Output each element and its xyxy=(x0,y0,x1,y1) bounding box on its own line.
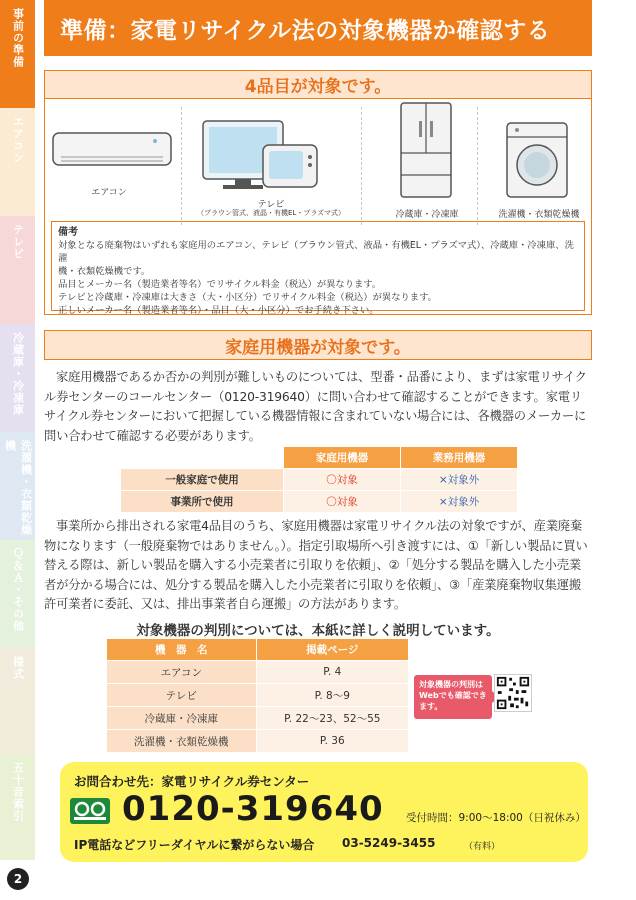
household-paragraph: 家庭用機器であるか否かの判別が難しいものについては、型番・品番により、まずは家電リサイクル券センターのコールセンター（0120-319640）に問い合わせて確認することができます。家電リサイクル券センターにおいて把握している機器情報に含まれていない場合には、各機器のメーカーに問い合わせて確認する必要があります。 xyxy=(44,370,587,443)
side-tab-washer[interactable]: 洗濯機・衣類乾燥機 xyxy=(0,432,35,540)
side-tab-tv[interactable]: テレビ xyxy=(0,216,35,324)
table-cell: 〇対象 xyxy=(283,491,400,513)
table-cell: エアコン xyxy=(107,661,257,684)
side-tab-qa[interactable]: Ｑ＆Ａ・その他 xyxy=(0,540,35,648)
table-header-row xyxy=(121,447,518,469)
refrigerator-icon xyxy=(397,101,457,201)
table-row xyxy=(107,684,409,707)
table-header-page: 掲載ページ xyxy=(256,639,408,661)
table-cell: 冷蔵庫・冷凍庫 xyxy=(107,707,257,730)
table-header-row xyxy=(107,639,409,661)
table-cell: 洗濯機・衣類乾燥機 xyxy=(107,730,257,753)
notes-line: 品目とメーカー名（製造業者等名）でリサイクル料金（税込）が異なります。 xyxy=(58,279,382,290)
page-title: 準備：家電リサイクル法の対象機器か確認する xyxy=(44,0,592,56)
notes-box xyxy=(51,221,585,316)
free-dial-icon xyxy=(70,798,110,824)
side-tab-preparation[interactable]: 事前の準備 xyxy=(0,0,35,108)
appliance-sublabel-tv: （ブラウン管式、液晶・有機EL・プラズマ式） xyxy=(197,209,345,217)
table-cell: P. 8～9 xyxy=(256,684,408,707)
appliance-washer xyxy=(479,101,591,229)
appliance-tv xyxy=(183,101,359,229)
target-items-section xyxy=(44,70,592,315)
table-row xyxy=(107,730,409,753)
business-paragraph: 事業所から排出される家電4品目のうち、家庭用機器は家電リサイクル法の対象ですが、産業廃棄物になります（一般廃棄物ではありません。）。指定引取場所へ引き渡すには、①「新しい製品に買い替える際は、新しい製品を購入する小売業者に引取りを依頼」、②「処分する製品を購入した小売業者が分かる場合には、処分する製品を購入した小売業者に引取りを依頼」、③「産業廃棄物収集運搬許可業者に委託、又は、排出事業者自ら運搬」の方法があります。 xyxy=(44,519,588,611)
divider xyxy=(181,107,182,225)
notes-line: テレビと冷蔵庫・冷凍庫は大きさ（大・小区分）でリサイクル料金（税込）が異なります。 xyxy=(58,292,437,303)
table-header-household: 家庭用機器 xyxy=(283,447,400,469)
table-header-business: 業務用機器 xyxy=(400,447,517,469)
page-number: 2 xyxy=(7,868,29,890)
notes-title: 備考 xyxy=(58,227,78,238)
reference-pages-table xyxy=(106,638,409,753)
ip-phone-number[interactable]: 03-5249-3455 xyxy=(342,836,436,850)
appliance-fridge xyxy=(363,101,475,229)
notes-line: 機・衣類乾燥機です。 xyxy=(58,266,151,277)
table-cell: 〇対象 xyxy=(283,469,400,491)
table-header-device: 機 器 名 xyxy=(107,639,257,661)
table-cell: 事業所で使用 xyxy=(121,491,284,513)
appliance-label-washer: 洗濯機・衣類乾燥機 xyxy=(498,210,580,220)
phone-number[interactable]: 0120-319640 xyxy=(122,789,384,829)
air-conditioner-icon xyxy=(51,129,181,189)
ip-phone-note: （有料） xyxy=(464,842,501,852)
table-cell: ×対象外 xyxy=(400,491,517,513)
table-cell: P. 4 xyxy=(256,661,408,684)
appliance-label-aircon: エアコン xyxy=(91,188,127,198)
section-title-four-items: 4品目が対象です。 xyxy=(45,71,591,99)
notes-line: 正しいメーカー名（製造業者等名）・品目（大・小区分）でお手続き下さい。 xyxy=(58,305,379,316)
judge-title: 対象機器の判別については、本紙に詳しく説明しています。 xyxy=(136,623,500,639)
television-icon xyxy=(201,117,341,197)
reception-hours: 受付時間：9:00～18:00（日祝休み） xyxy=(406,812,586,824)
table-row xyxy=(107,661,409,684)
notes-line: 対象となる廃棄物はいずれも家庭用のエアコン、テレビ（ブラウン管式、液晶・有機EL・プラズマ式）、冷蔵庫・冷凍庫、洗濯 xyxy=(58,240,574,264)
ip-phone-text: IP電話などフリーダイヤルに繋がらない場合 xyxy=(74,838,315,852)
usage-table xyxy=(120,446,518,513)
table-cell: テレビ xyxy=(107,684,257,707)
appliance-label-tv: テレビ xyxy=(257,200,285,210)
appliance-illustrations xyxy=(45,101,591,231)
section-title-household: 家庭用機器が対象です。 xyxy=(44,330,592,360)
web-check-note: 対象機器の判別は Webでも確認できます。 xyxy=(414,675,492,719)
table-row xyxy=(121,469,518,491)
table-cell: P. 22～23、52～55 xyxy=(256,707,408,730)
side-tab-index xyxy=(0,0,35,860)
contact-heading: お問合わせ先：家電リサイクル券センター xyxy=(74,774,310,789)
table-cell: ×対象外 xyxy=(400,469,517,491)
side-tab-aircon[interactable]: エアコン xyxy=(0,108,35,216)
side-tab-fridge[interactable]: 冷蔵庫・冷凍庫 xyxy=(0,324,35,432)
washing-machine-icon xyxy=(503,121,573,201)
qr-code-icon[interactable] xyxy=(494,674,532,712)
table-header-empty xyxy=(121,447,284,469)
table-row xyxy=(107,707,409,730)
table-cell: P. 36 xyxy=(256,730,408,753)
appliance-aircon xyxy=(45,101,179,229)
contact-box xyxy=(60,762,588,862)
table-cell: 一般家庭で使用 xyxy=(121,469,284,491)
side-tab-index-kana[interactable]: 五十音索引 xyxy=(0,754,35,860)
appliance-label-fridge: 冷蔵庫・冷凍庫 xyxy=(395,210,459,220)
side-tab-forms[interactable]: 様式 xyxy=(0,648,35,754)
table-row xyxy=(121,491,518,513)
